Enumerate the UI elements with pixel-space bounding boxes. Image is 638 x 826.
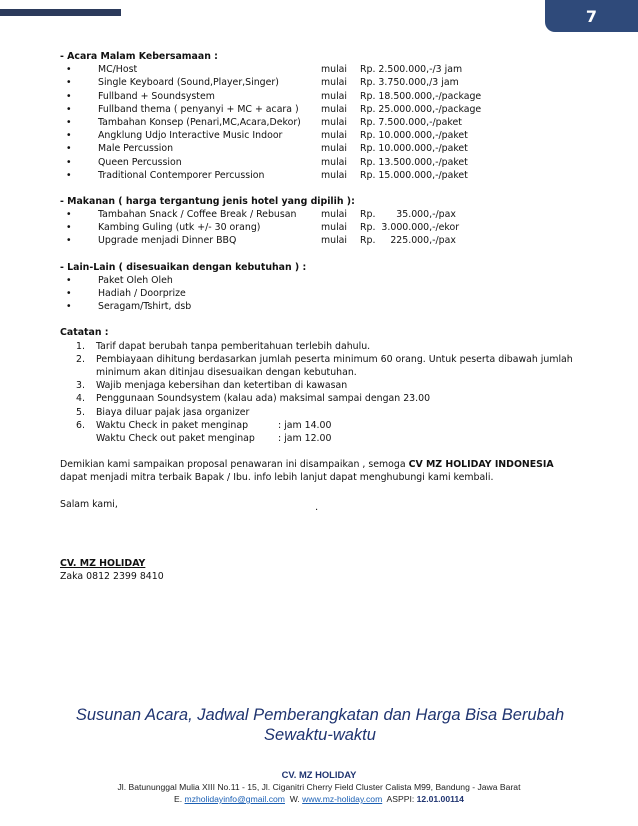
- item-price: Rp. 3.000.000,-/ekor: [360, 222, 460, 234]
- item-name: Single Keyboard (Sound,Player,Singer): [98, 77, 279, 89]
- catatan-title: Catatan :: [60, 327, 109, 339]
- list-item: • Kambing Guling (utk +/- 30 orang) mulai Rp. 3.000.000,-/ekor: [66, 222, 460, 234]
- footer-asppi: 12.01.00114: [416, 794, 464, 804]
- item-price: Rp. 10.000.000,-/paket: [360, 130, 468, 142]
- item-name: Hadiah / Doorprize: [98, 288, 186, 300]
- item-mulai: mulai: [321, 103, 348, 115]
- item-mulai: mulai: [321, 116, 348, 128]
- list-item: • Fullband thema ( penyanyi + MC + acara ) mulai Rp. 25.000.000,-/package: [66, 103, 482, 115]
- footer-contacts: E. mzholidayinfo@gmail.com W. www.mz-holiday.com ASPPI: 12.01.00114: [174, 794, 464, 804]
- item-mulai: mulai: [321, 143, 348, 155]
- item-name: Fullband thema ( penyanyi + MC + acara ): [98, 103, 299, 115]
- footer-address: Jl. Batununggal Mulia XIII No.11 - 15, Jl. Ciganitri Cherry Field Cluster Calista M99, Bandung - Jawa Barat: [117, 782, 521, 792]
- catatan-list: [60, 340, 580, 446]
- footer: [0, 769, 638, 805]
- item-mulai: mulai: [321, 222, 348, 234]
- list-item: • Male Percussion mulai Rp. 10.000.000,-/paket: [66, 143, 468, 155]
- page-number-badge: [545, 0, 638, 32]
- item-price: Rp. 35.000,-/pax: [360, 209, 456, 221]
- list-item: • Tambahan Snack / Coffee Break / Rebusan mulai Rp. 35.000,-/pax: [66, 209, 456, 221]
- makanan-section-title: - Makanan ( harga tergantung jenis hotel yang dipilih ):: [60, 195, 355, 207]
- list-item: • Traditional Contemporer Percussion mulai Rp. 15.000.000,-/paket: [66, 169, 468, 181]
- signature-block: [60, 557, 164, 583]
- list-item: • Paket Oleh Oleh: [66, 274, 173, 286]
- list-item: • Tambahan Konsep (Penari,MC,Acara,Dekor) mulai Rp. 7.500.000,-/paket: [66, 116, 462, 128]
- item-name: Fullband + Soundsystem: [98, 90, 215, 102]
- item-name: Angklung Udjo Interactive Music Indoor: [98, 130, 283, 142]
- item-mulai: mulai: [321, 235, 348, 247]
- list-item: • Upgrade menjadi Dinner BBQ mulai Rp. 225.000,-/pax: [66, 235, 456, 247]
- checkin-label: Waktu Check in paket menginap: [96, 419, 249, 431]
- item-price: Rp. 25.000.000,-/package: [360, 103, 482, 115]
- checkout-label: Waktu Check out paket menginap: [96, 433, 255, 445]
- item-name: Upgrade menjadi Dinner BBQ: [98, 235, 237, 247]
- list-item-checkout: [60, 432, 580, 445]
- list-item: 2. Pembiayaan dihitung berdasarkan jumlah peserta minimum 60 orang. Untuk peserta dibawah jumlah minimum akan ditinjau disesuaikan dengan kebutuhan.: [76, 353, 573, 379]
- item-name: Queen Percussion: [98, 156, 182, 168]
- item-mulai: mulai: [321, 156, 348, 168]
- checkin-value: : jam 14.00: [278, 419, 332, 431]
- item-price: Rp. 7.500.000,-/paket: [360, 116, 462, 128]
- page-number: 7: [585, 6, 598, 26]
- tagline: Susunan Acara, Jadwal Pemberangkatan dan Harga Bisa Berubah Sewaktu-waktu: [75, 706, 565, 744]
- item-mulai: mulai: [321, 209, 348, 221]
- item-price: Rp. 15.000.000,-/paket: [360, 169, 468, 181]
- item-name: MC/Host: [98, 64, 138, 76]
- list-item: • Seragam/Tshirt, dsb: [66, 301, 192, 313]
- acara-section-title: - Acara Malam Kebersamaan :: [60, 51, 218, 62]
- item-price: Rp. 225.000,-/pax: [360, 235, 456, 247]
- item-name: Seragam/Tshirt, dsb: [98, 301, 192, 313]
- item-mulai: mulai: [321, 64, 348, 76]
- footer-web-link[interactable]: www.mz-holiday.com: [302, 794, 383, 804]
- list-item: • Single Keyboard (Sound,Player,Singer) mulai Rp. 3.750.000,/3 jam: [66, 77, 459, 89]
- list-item: • Fullband + Soundsystem mulai Rp. 18.500.000,-/package: [66, 90, 482, 102]
- makanan-list: [60, 208, 580, 248]
- list-item: 3. Wajib menjaga kebersihan dan ketertiban di kawasan: [76, 380, 348, 392]
- item-price: Rp. 13.500.000,-/paket: [360, 156, 468, 168]
- signature-company: CV. MZ HOLIDAY: [60, 558, 146, 569]
- list-item: • Queen Percussion mulai Rp. 13.500.000,-/paket: [66, 156, 468, 168]
- closing-company: CV MZ HOLIDAY INDONESIA: [408, 459, 554, 471]
- lain-section-title: - Lain-Lain ( disesuaikan dengan kebutuhan ) :: [60, 261, 307, 273]
- item-name: Paket Oleh Oleh: [98, 274, 173, 286]
- item-name: Male Percussion: [98, 143, 174, 155]
- item-mulai: mulai: [321, 90, 348, 102]
- closing-paragraph: Demikian kami sampaikan proposal penawaran ini disampaikan , semoga CV MZ HOLIDAY INDONESIA dapat menjadi mitra terbaik Bapak / Ibu. info lebih lanjut dapat menghubungi kami kembali.: [60, 459, 554, 484]
- item-price: Rp. 3.750.000,/3 jam: [360, 77, 459, 89]
- signature-contact: Zaka 0812 2399 8410: [60, 571, 164, 583]
- item-mulai: mulai: [321, 169, 348, 181]
- item-mulai: mulai: [321, 77, 348, 89]
- list-item: • Angklung Udjo Interactive Music Indoor mulai Rp. 10.000.000,-/paket: [66, 130, 468, 142]
- item-name: Kambing Guling (utk +/- 30 orang): [98, 222, 261, 234]
- list-item: • Hadiah / Doorprize: [66, 288, 186, 300]
- item-price: Rp. 10.000.000,-/paket: [360, 143, 468, 155]
- footer-company: CV. MZ HOLIDAY: [281, 769, 357, 780]
- list-item: • MC/Host mulai Rp. 2.500.000,-/3 jam: [66, 64, 463, 76]
- header-accent-bar: [0, 9, 121, 16]
- item-mulai: mulai: [321, 130, 348, 142]
- item-name: Traditional Contemporer Percussion: [98, 169, 265, 181]
- list-item: 1. Tarif dapat berubah tanpa pemberitahuan terlebih dahulu.: [76, 340, 371, 352]
- item-name: Tambahan Snack / Coffee Break / Rebusan: [98, 209, 297, 221]
- list-item: 4. Penggunaan Soundsystem (kalau ada) maksimal sampai dengan 23.00: [76, 393, 431, 405]
- lain-list: [60, 274, 580, 314]
- item-price: Rp. 2.500.000,-/3 jam: [360, 64, 463, 76]
- list-item: 5. Biaya diluar pajak jasa organizer: [76, 406, 250, 418]
- salam: Salam kami,: [60, 498, 118, 510]
- item-name: Tambahan Konsep (Penari,MC,Acara,Dekor): [98, 116, 301, 128]
- stray-dot: .: [315, 502, 319, 513]
- document-body: [60, 50, 580, 511]
- footer-email-link[interactable]: mzholidayinfo@gmail.com: [184, 794, 285, 804]
- acara-list: [60, 63, 580, 182]
- list-item-checkin: 6. Waktu Check in paket menginap : jam 14.00: [76, 419, 332, 431]
- checkout-value: : jam 12.00: [278, 433, 332, 445]
- item-price: Rp. 18.500.000,-/package: [360, 90, 482, 102]
